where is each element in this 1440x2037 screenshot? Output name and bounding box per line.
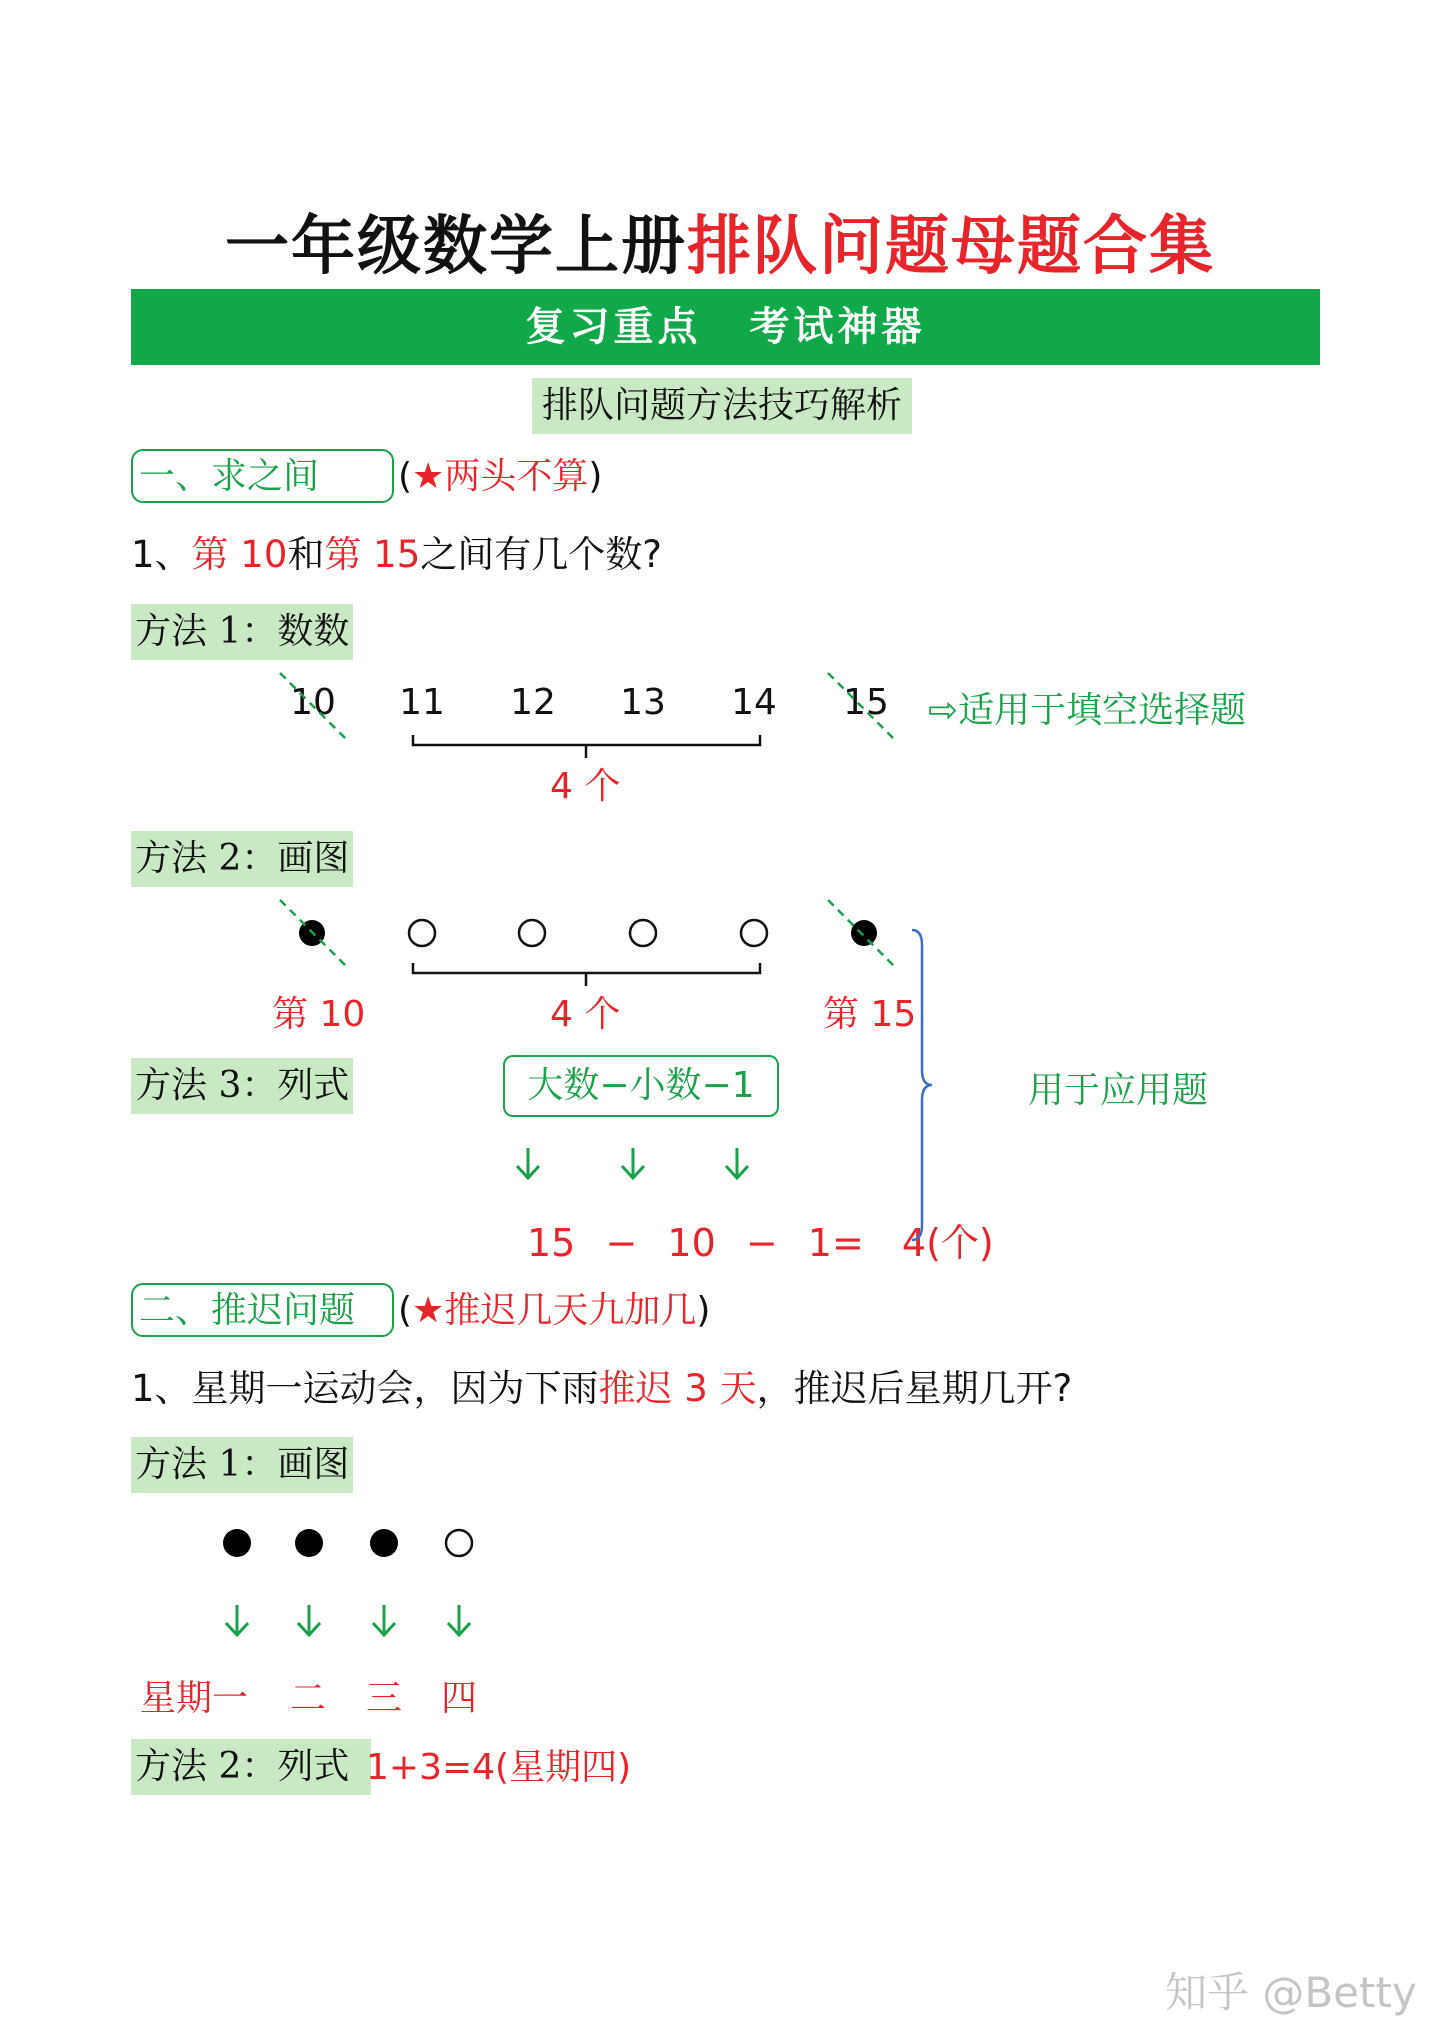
label-di-15: 第 15 [823, 994, 917, 1035]
dot-day-1 [223, 1529, 251, 1557]
q2-prefix: 1、星期一运动会，因为下雨 [131, 1367, 599, 1410]
bracket-1 [413, 735, 760, 758]
calc-d: 4(个) [901, 1221, 994, 1265]
strike-10 [280, 673, 348, 741]
number-15: 15 [843, 682, 889, 723]
q2-rest: ，推迟后星期几开? [756, 1367, 1073, 1410]
bracket-2 [413, 963, 760, 986]
bracket-count-2: 4 个 [550, 994, 621, 1035]
arrow-big [517, 1148, 539, 1178]
day-arrow-3 [373, 1605, 395, 1635]
section1-note-open: ( [398, 456, 413, 497]
number-13: 13 [620, 682, 666, 723]
calc-a: 15 [527, 1221, 576, 1265]
day-arrows [226, 1605, 470, 1635]
section2-note-star: ★推迟几天九加几 [412, 1290, 697, 1331]
section2-method2: 方法 2：列式 [131, 1739, 371, 1795]
number-12: 12 [510, 682, 556, 723]
title-black: 一年级数学上册 [225, 209, 687, 284]
curly-brace [912, 930, 932, 1240]
dot-empty-14 [741, 920, 767, 946]
day-monday: 星期一 [140, 1678, 249, 1719]
side-note-application: 用于应用题 [1028, 1070, 1209, 1111]
calc-minus-1: − [605, 1221, 638, 1265]
q1-and: 和 [287, 533, 325, 576]
day-tuesday: 二 [290, 1678, 327, 1719]
q1-prefix: 1、 [131, 533, 192, 576]
day-arrow-1 [226, 1605, 248, 1635]
sub-banner: 排队问题方法技巧解析 [532, 378, 912, 434]
day-arrow-4 [448, 1605, 470, 1635]
dot-empty-11 [409, 920, 435, 946]
banner-left: 复习重点 [525, 303, 702, 350]
dot-day-4 [446, 1530, 472, 1556]
day-wednesday: 三 [366, 1678, 403, 1719]
section1-note-close: ) [588, 456, 603, 497]
section2-note-open: ( [398, 1290, 413, 1331]
section2-method1: 方法 1：画图 [131, 1437, 353, 1493]
dot-empty-12 [519, 920, 545, 946]
calc-minus-2: − [745, 1221, 778, 1265]
section1-note-star: ★两头不算 [412, 456, 589, 497]
watermark: 知乎 @Betty [1165, 1968, 1417, 2017]
dot-filled-15 [851, 920, 877, 946]
arrow-small [622, 1148, 644, 1178]
number-11: 11 [399, 682, 445, 723]
section1-method3: 方法 3：列式 [131, 1058, 353, 1114]
dot-day-2 [295, 1529, 323, 1557]
dot-day-3 [370, 1529, 398, 1557]
arrow-one [726, 1148, 748, 1178]
strike-dot-10 [280, 900, 348, 968]
label-di-10: 第 10 [272, 994, 366, 1035]
title-red: 排队问题母题合集 [687, 209, 1215, 284]
day-thursday: 四 [441, 1678, 478, 1719]
number-14: 14 [731, 682, 777, 723]
formula-box: 大数−小数−1 [503, 1055, 779, 1117]
bracket-count-1: 4 个 [550, 766, 621, 807]
q1-b: 第 15 [324, 533, 421, 576]
calc-b: 10 [667, 1221, 716, 1265]
strike-dot-15 [828, 900, 896, 968]
hint-fill-blank: ⇨适用于填空选择题 [928, 690, 1247, 731]
formula-arrows [517, 1148, 748, 1178]
q1-a: 第 10 [191, 533, 288, 576]
section1-method2: 方法 2：画图 [131, 831, 353, 887]
section2-label: 二、推迟问题 [131, 1283, 394, 1337]
section1-label: 一、求之间 [131, 449, 394, 503]
day-arrow-2 [298, 1605, 320, 1635]
section2-method2-formula: 1+3=4(星期四) [366, 1747, 632, 1788]
number-10: 10 [290, 682, 336, 723]
banner-right: 考试神器 [749, 303, 926, 350]
section1-method1: 方法 1：数数 [131, 604, 353, 660]
q1-rest: 之间有几个数? [420, 533, 662, 576]
q2-red: 推迟 3 天 [598, 1367, 757, 1410]
section2-note-close: ) [696, 1290, 711, 1331]
strike-15 [828, 673, 896, 741]
dot-empty-13 [630, 920, 656, 946]
calc-c: 1= [807, 1221, 864, 1265]
